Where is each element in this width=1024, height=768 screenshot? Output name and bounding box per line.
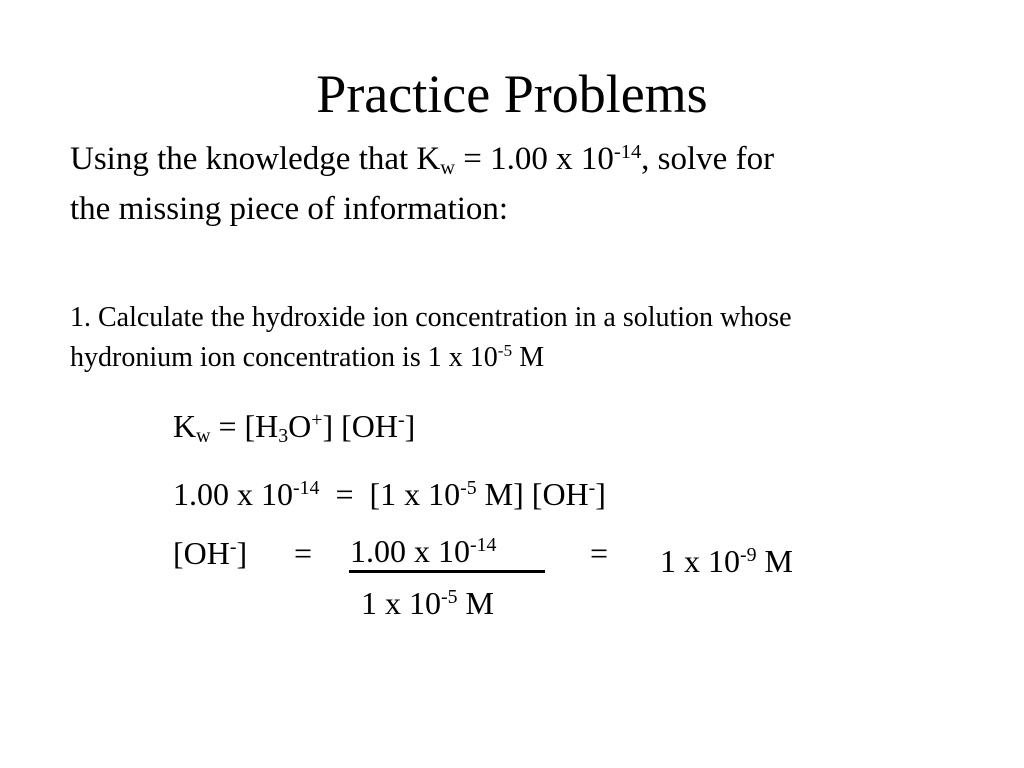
kw-subscript: w: [440, 157, 456, 180]
unit: M: [457, 585, 494, 621]
eq-text: ]: [236, 535, 248, 571]
superscript: -: [398, 409, 405, 432]
intro-text: , solve for: [641, 141, 775, 177]
eq-text: ]: [595, 476, 606, 512]
oh-lhs: [173, 537, 247, 569]
eq-text: ]: [404, 408, 416, 444]
equation-kw: [173, 408, 416, 447]
superscript: -5: [441, 586, 458, 609]
subscript: w: [196, 424, 211, 447]
problem-line-1: 1. Calculate the hydroxide ion concentration in a solution whose: [70, 302, 792, 333]
fraction-numerator: [350, 535, 496, 567]
eq-text: = [H: [210, 408, 279, 444]
subscript: 3: [278, 424, 289, 447]
superscript: -9: [740, 544, 757, 567]
equals-sign: =: [294, 535, 313, 571]
fraction-bar: [349, 570, 545, 573]
superscript: -14: [470, 534, 497, 557]
eq-text: ] [OH: [322, 408, 398, 444]
intro-line-2: the missing piece of information:: [70, 191, 509, 227]
eq-text: K: [173, 408, 197, 444]
equals-sign: =: [590, 535, 609, 571]
eq-text: 1 x 10: [660, 543, 740, 579]
eq-text: O: [288, 408, 312, 444]
fraction-denominator: [361, 587, 494, 619]
eq-text: = [1 x 10: [319, 476, 461, 512]
exponent: -5: [497, 341, 513, 361]
intro-text: = 1.00 x 10: [455, 141, 614, 177]
slide-title: Practice Problems: [316, 64, 708, 124]
problem-text: hydronium ion concentration is 1 x 10: [70, 342, 498, 373]
superscript: -14: [293, 477, 320, 500]
eq-text: 1.00 x 10: [350, 533, 470, 569]
unit: M: [756, 543, 793, 579]
unit: M: [512, 342, 545, 373]
superscript: -: [229, 536, 237, 559]
superscript: -5: [460, 477, 477, 500]
superscript: +: [311, 409, 323, 432]
exponent: -14: [613, 140, 642, 163]
intro-text: Using the knowledge that K: [70, 141, 441, 177]
intro-line-1: [70, 140, 775, 180]
problem-line-2: [70, 341, 545, 373]
superscript: -: [588, 477, 596, 500]
equation-substitution: [173, 478, 606, 510]
eq-text: 1 x 10: [361, 585, 441, 621]
answer: [660, 545, 793, 577]
eq-text: M] [OH: [476, 476, 589, 512]
eq-text: [OH: [173, 535, 230, 571]
eq-text: 1.00 x 10: [173, 476, 293, 512]
